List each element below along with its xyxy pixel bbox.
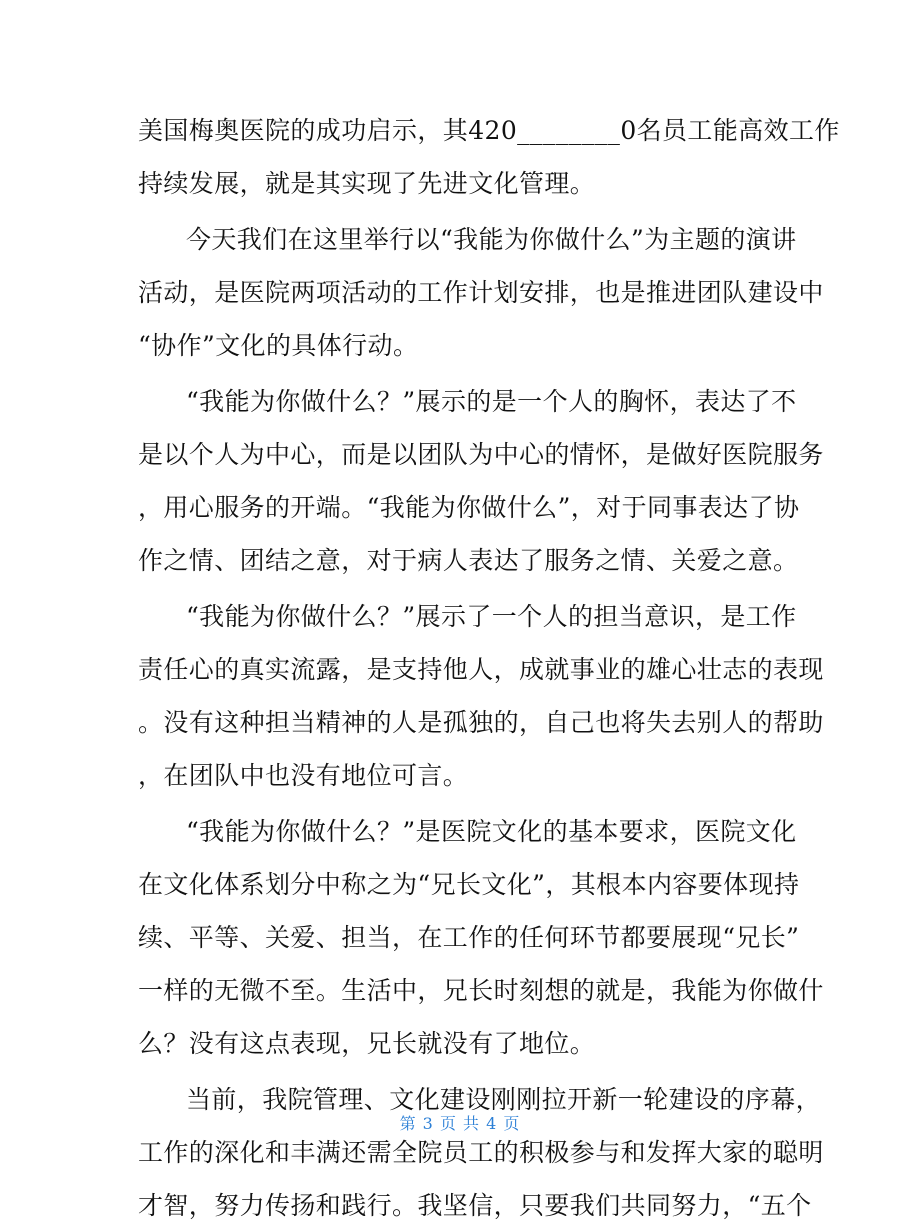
text-line: 持续发展，就是其实现了先进文化管理。 [138,169,596,198]
text-line: “我能为你做什么？”展示了一个人的担当意识，是工作 [186,602,797,631]
text-line: 一样的无微不至。生活中，兄长时刻想的就是，我能为你做什 [138,976,824,1005]
text-line: 美国梅奥医院的成功启示，其420________0名员工能高效工作 [138,116,840,145]
text-line: “我能为你做什么？”是医院文化的基本要求，医院文化 [186,817,797,846]
text-line: ，用心服务的开端。“我能为你做什么”，对于同事表达了协 [138,493,800,522]
text-line: 才智，努力传扬和践行。我坚信，只要我们共同努力，“五个 [138,1191,812,1220]
body-text [138,104,840,1232]
text-line: 工作的深化和丰满还需全院员工的积极参与和发挥大家的聪明 [138,1138,824,1167]
text-line: “我能为你做什么？”展示的是一个人的胸怀，表达了不 [186,387,797,416]
text-line: 续、平等、关爱、担当，在工作的任何环节都要展现“兄长” [138,923,800,952]
text-line: 是以个人为中心，而是以团队为中心的情怀，是做好医院服务 [138,440,824,469]
text-line: 今天我们在这里举行以“我能为你做什么”为主题的演讲 [186,225,797,254]
text-line: 。没有这种担当精神的人是孤独的，自己也将失去别人的帮助 [138,708,824,737]
text-line: 当前，我院管理、文化建设刚刚拉开新一轮建设的序幕， [186,1085,822,1114]
text-line: “协作”文化的具体行动。 [138,331,419,360]
page-indicator: 第 3 页 共 4 页 [399,1114,521,1133]
text-line: 么？没有这点表现，兄长就没有了地位。 [138,1029,596,1058]
text-line: 责任心的真实流露，是支持他人，成就事业的雄心壮志的表现 [138,655,824,684]
text-line: 作之情、团结之意，对于病人表达了服务之情、关爱之意。 [138,546,799,575]
text-line: ，在团队中也没有地位可言。 [138,761,469,790]
text-line: 在文化体系划分中称之为“兄长文化”，其根本内容要体现持 [138,870,800,899]
text-line: 活动，是医院两项活动的工作计划安排，也是推进团队建设中 [138,278,824,307]
